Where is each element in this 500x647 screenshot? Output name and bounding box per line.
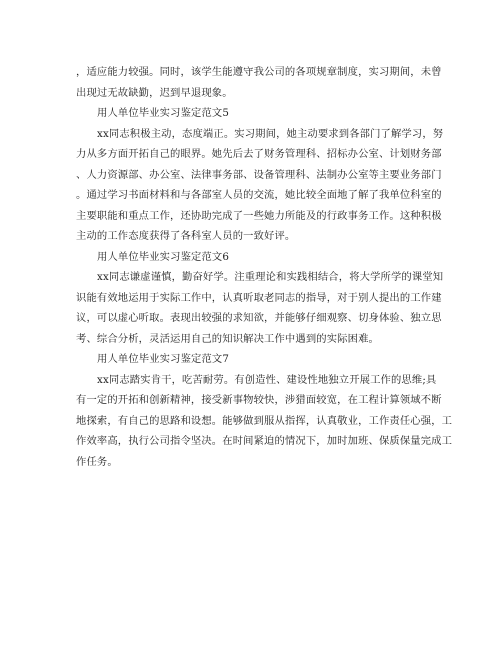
paragraph-line: 。通过学习书面材料和与各部室人员的交流，她比较全面地了解了我单位科室的 [76, 189, 442, 201]
paragraph-line: 地探索，有自己的思路和设想。能够做到服从指挥，认真敬业，工作责任心强，工 [76, 414, 453, 427]
paragraph-line: 作任务。 [76, 455, 118, 468]
paragraph-line: 识能有效地运用于实际工作中，认真听取老同志的指导，对于别人提出的工作建 [76, 291, 442, 304]
paragraph-line: 议，可以虚心听取。表现出较强的求知欲，并能够仔细观察、切身体验、独立思 [76, 312, 442, 324]
section-heading-7: 用人单位毕业实习鉴定范文7 [97, 353, 230, 365]
paragraph-line: 力从多方面开拓自己的眼界。她先后去了财务管理科、招标办公室、计划财务部 [76, 148, 442, 160]
paragraph-line: 主动的工作态度获得了各科室人员的一致好评。 [76, 230, 296, 242]
paragraph-line: 有一定的开拓和创新精神，接受新事物较快，涉猎面较宽，在工程计算领域不断 [76, 394, 442, 406]
paragraph-line: 、人力资源部、办公室、法律事务部、设备管理科、法制办公室等主要业务部门 [76, 168, 442, 181]
paragraph-line: 考、综合分析，灵活运用自己的知识解决工作中遇到的实际困难。 [76, 332, 379, 345]
paragraph-line: xx同志积极主动，态度端正。实习期间，她主动要求到各部门了解学习，努 [97, 127, 444, 140]
section-heading-5: 用人单位毕业实习鉴定范文5 [97, 107, 230, 119]
paragraph-line: 主要职能和重点工作，还协助完成了一些她力所能及的行政事务工作。这种积极 [76, 209, 442, 222]
document-body [76, 62, 453, 472]
paragraph-line: xx同志踏实肯干，吃苦耐劳。有创造性、建设性地独立开展工作的思维;具 [97, 373, 437, 386]
paragraph-line: xx同志谦虚谨慎，勤奋好学。注重理论和实践相结合，将大学所学的课堂知 [97, 271, 444, 283]
paragraph-line: ，适应能力较强。同时，该学生能遵守我公司的各项规章制度，实习期间，未曾 [76, 66, 442, 78]
paragraph-line: 作效率高，执行公司指令坚决。在时间紧迫的情况下，加时加班、保质保量完成工 [76, 435, 453, 447]
section-heading-6: 用人单位毕业实习鉴定范文6 [97, 250, 230, 263]
paragraph-line: 出现过无故缺勤，迟到早退现象。 [76, 86, 233, 99]
